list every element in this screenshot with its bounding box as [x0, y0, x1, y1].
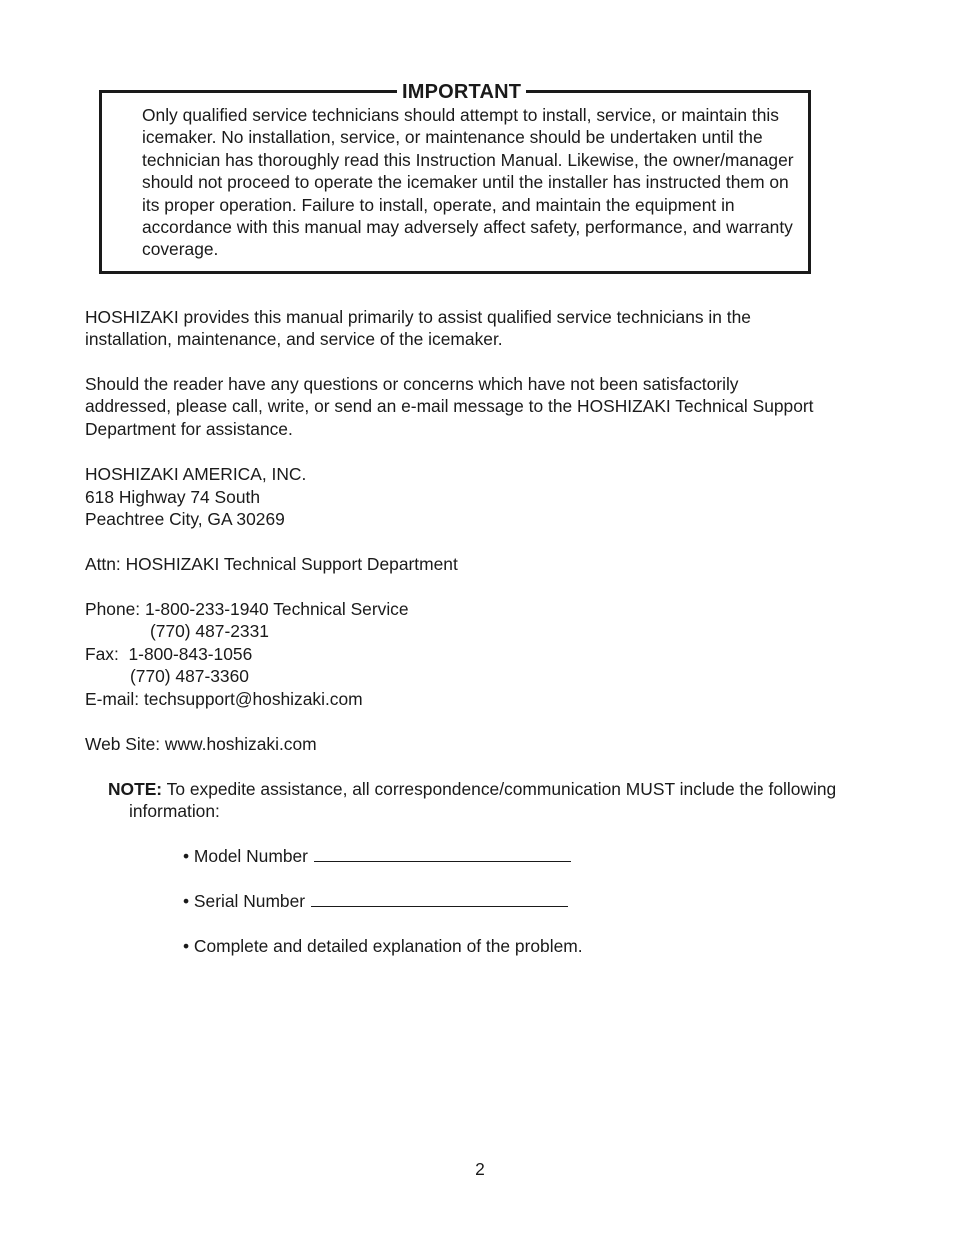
model-number-item	[183, 845, 571, 867]
fax-alt-line: (770) 487-3360	[130, 666, 249, 686]
website-line: Web Site: www.hoshizaki.com	[85, 734, 317, 754]
important-text: Only qualified service technicians should attempt to install, service, or maintain this icemaker. No installation, service, or maintenance should be undertaken until the technician has thoroughly read this Instruction Manual. Likewise, the owner/manager should not proceed to operate the icemaker until the installer has instructed them on its proper operation. Failure to install, operate, and maintain the equipment in accordance with this manual may adversely affect safety, performance, and warranty coverage.	[142, 105, 794, 260]
company-name: HOSHIZAKI AMERICA, INC.	[85, 464, 307, 484]
model-number-label: • Model Number	[183, 846, 308, 866]
important-title: IMPORTANT	[397, 79, 526, 105]
page-number: 2	[475, 1159, 485, 1179]
phone-alt-line: (770) 487-2331	[150, 621, 269, 641]
intro-paragraph: HOSHIZAKI provides this manual primarily to assist qualified service technicians in the installation, maintenance, and service of the icemaker.	[85, 307, 751, 350]
model-number-blank	[314, 846, 571, 862]
phone-line: Phone: 1-800-233-1940 Technical Service	[85, 599, 409, 619]
contact-request-paragraph: Should the reader have any questions or concerns which have not been satisfactorily addressed, please call, write, or send an e-mail message to the HOSHIZAKI Technical Support Department for assistance.	[85, 374, 814, 439]
street-address: 618 Highway 74 South	[85, 487, 260, 507]
note-label: NOTE:	[108, 779, 163, 799]
problem-explanation-item: • Complete and detailed explanation of the problem.	[183, 936, 583, 956]
city-address: Peachtree City, GA 30269	[85, 509, 285, 529]
email-line: E-mail: techsupport@hoshizaki.com	[85, 689, 363, 709]
fax-line: Fax: 1-800-843-1056	[85, 644, 253, 664]
serial-number-item	[183, 890, 568, 912]
note-paragraph	[108, 778, 839, 823]
attention-line: Attn: HOSHIZAKI Technical Support Department	[85, 554, 458, 574]
note-text: To expedite assistance, all correspondence/communication MUST include the following information:	[129, 779, 837, 822]
serial-number-label: • Serial Number	[183, 891, 306, 911]
serial-number-blank	[311, 891, 568, 907]
